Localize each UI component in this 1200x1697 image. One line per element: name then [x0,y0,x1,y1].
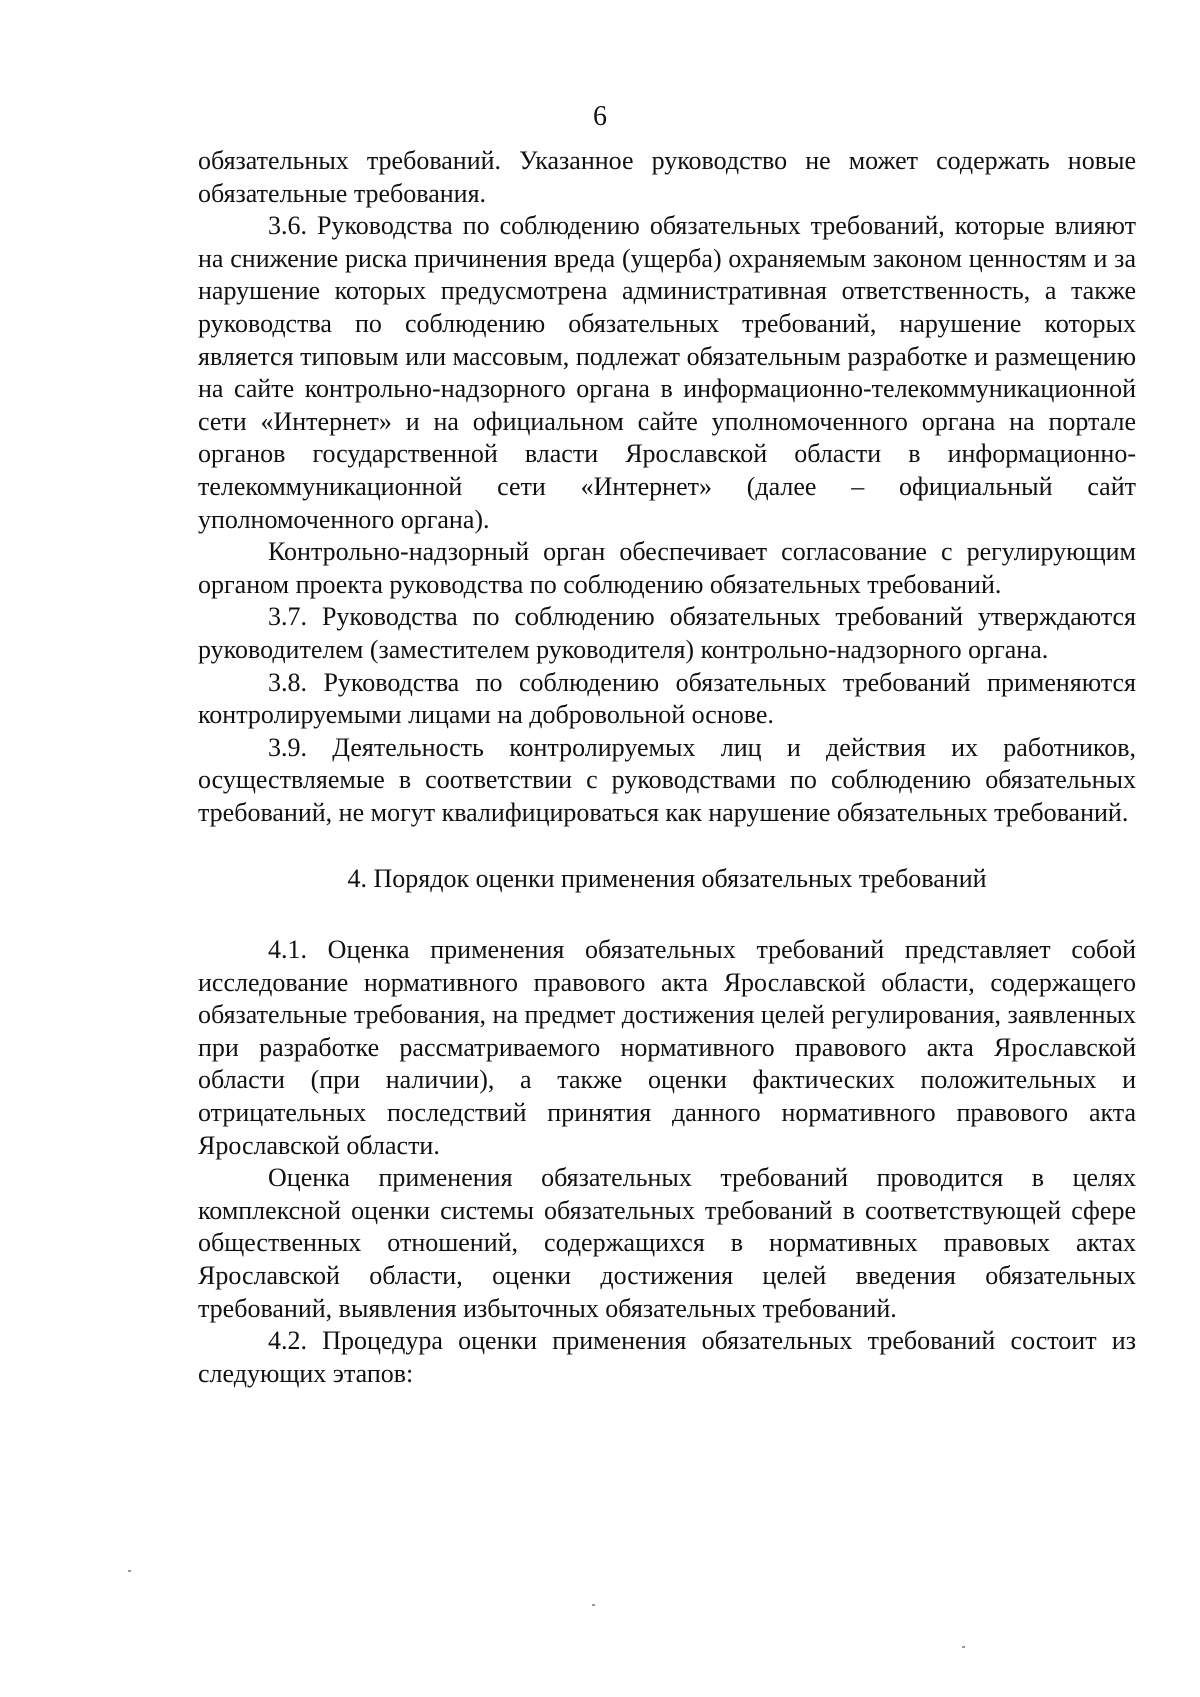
paragraph-assessment-goals: Оценка применения обязательных требований проводится в целях комплексной оценки системы обязательных требований в соответствующей сфере общественных отношений, содержащихся в нормативных правовых актах Ярославской области, оценки достижения целей введения обязательных требований, выявления избыточных обязательных требований. [198,1163,1136,1323]
paragraph-3-7: 3.7. Руководства по соблюдению обязательных требований утверждаются руководителем (заместителем руководителя) контрольно-надзорного органа. [198,602,1136,664]
paragraph-agreement: Контрольно-надзорный орган обеспечивает согласование с регулирующим органом проекта руководства по соблюдению обязательных требований. [198,537,1136,599]
scan-speck [128,1570,131,1572]
paragraph-3-8: 3.8. Руководства по соблюдению обязательных требований применяются контролируемыми лицами на добровольной основе. [198,667,1136,730]
section-heading: 4. Порядок оценки применения обязательных требований [347,864,987,894]
paragraph-4-1: 4.1. Оценка применения обязательных требований представляет собой исследование нормативного правового акта Ярославской области, содержащего обязательные требования, на предмет достижения целей регулирования, заявленных при разработке рассматриваемого нормативного правового акта Ярославской области (при наличии), а также оценки фактических положительных и отрицательных последствий принятия данного нормативного правового акта Ярославской области. [198,935,1136,1160]
paragraph-3-9: 3.9. Деятельность контролируемых лиц и действия их работников, осуществляемые в соответствии с руководствами по соблюдению обязательных требований, не могут квалифицироваться как нарушение обязательных требований. [198,732,1136,827]
paragraph-3-6: 3.6. Руководства по соблюдению обязательных требований, которые влияют на снижение риска причинения вреда (ущерба) охраняемым законом ценностям и за нарушение которых предусмотрена административная ответственность, а также руководства по соблюдению обязательных требований, нарушение которых является типовым или массовым, подлежат обязательным разработке и размещению на сайте контрольно-надзорного органа в информационно-телекоммуникационной сети «Интернет» и на официальном сайте уполномоченного органа на портале органов государственной власти Ярославской области в информационно-телекоммуникационной сети «Интернет» (далее – официальный сайт уполномоченного органа). [198,211,1136,534]
scan-speck [592,1604,595,1606]
paragraph-continuation: обязательных требований. Указанное руководство не может содержать новые обязательные требования. [198,146,1136,208]
document-body [198,145,1136,1390]
scan-speck [962,1646,965,1648]
page-number: 6 [593,101,607,132]
paragraph-4-2: 4.2. Процедура оценки применения обязательных требований состоит из следующих этапов: [198,1326,1136,1388]
